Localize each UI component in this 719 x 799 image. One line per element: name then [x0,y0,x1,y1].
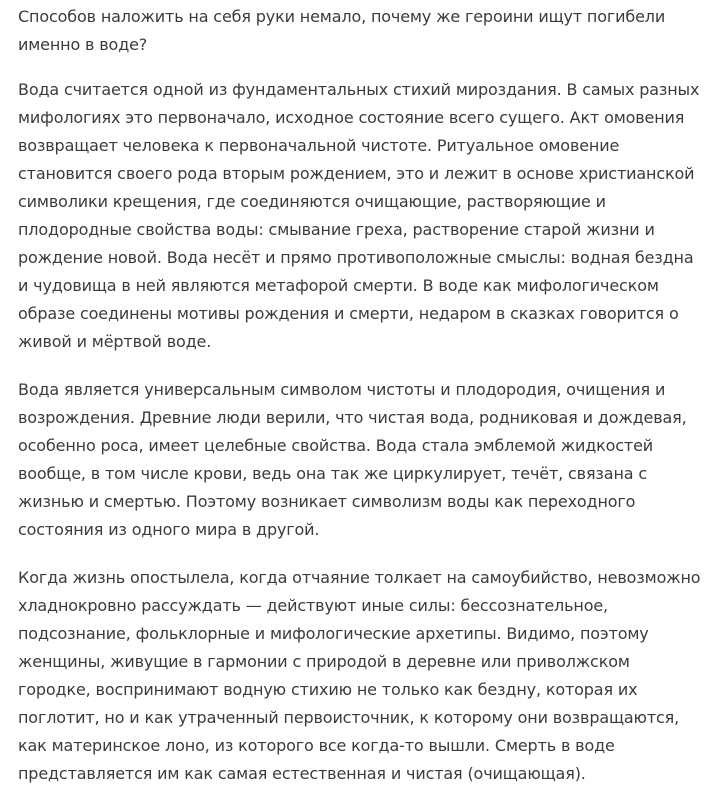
paragraph-line: представляется им как самая естественная и чистая (очищающая). [18,764,586,783]
paragraph-line: мифологиях это первоначало, исходное состояние всего сущего. Акт омовения [18,108,685,127]
paragraph-line: вообще, в том числе крови, ведь она так же циркулирует, течёт, связана с [18,464,647,483]
paragraph-line: женщины, живущие в гармонии с природой в деревне или приволжском [18,652,630,671]
paragraph-2 [18,76,700,356]
paragraph-line: хладнокровно рассуждать — действуют иные силы: бессознательное, [18,596,608,615]
paragraph-line: Вода считается одной из фундаментальных стихий мироздания. В самых разных [18,80,700,99]
paragraph-line: Вода является универсальным символом чистоты и плодородия, очищения и [18,380,666,399]
paragraph-line: рождение новой. Вода несёт и прямо противоположные смыслы: водная бездна [18,248,694,267]
paragraph-line: Когда жизнь опостылела, когда отчаяние толкает на самоубийство, невозможно [18,568,701,587]
paragraph-line: подсознание, фольклорные и мифологические архетипы. Видимо, поэтому [18,624,649,643]
paragraph-line: именно в воде? [18,35,148,54]
paragraph-line: особенно роса, имеет целебные свойства. Вода стала эмблемой жидкостей [18,436,654,455]
paragraph-line: Способов наложить на себя руки немало, почему же героини ищут погибели [18,7,666,26]
paragraph-line: как материнское лоно, из которого все когда-то вышли. Смерть в воде [18,736,615,755]
paragraph-line: состояния из одного мира в другой. [18,520,320,539]
paragraph-4 [18,564,701,788]
paragraph-line: жизнью и смертью. Поэтому возникает символизм воды как переходного [18,492,636,511]
paragraph-1 [18,3,683,59]
paragraph-line: городке, воспринимают водную стихию не только как бездну, которая их [18,680,638,699]
paragraph-3 [18,376,687,544]
paragraph-line: возвращает человека к первоначальной чистоте. Ритуальное омовение [18,136,620,155]
paragraph-line: и чудовища в ней являются метафорой смерти. В воде как мифологическом [18,276,659,295]
paragraph-line: образе соединены мотивы рождения и смерти, недаром в сказках говорится о [18,304,679,323]
paragraph-line: возрождения. Древние люди верили, что чистая вода, родниковая и дождевая, [18,408,687,427]
paragraph-line: живой и мёртвой воде. [18,332,212,351]
paragraph-line: плодородные свойства воды: смывание греха, растворение старой жизни и [18,220,655,239]
paragraph-line: символики крещения, где соединяются очищающие, растворяющие и [18,192,606,211]
paragraph-line: становится своего рода вторым рождением, это и лежит в основе христианской [18,164,695,183]
paragraph-line: поглотит, но и как утраченный первоисточник, к которому они возвращаются, [18,708,680,727]
